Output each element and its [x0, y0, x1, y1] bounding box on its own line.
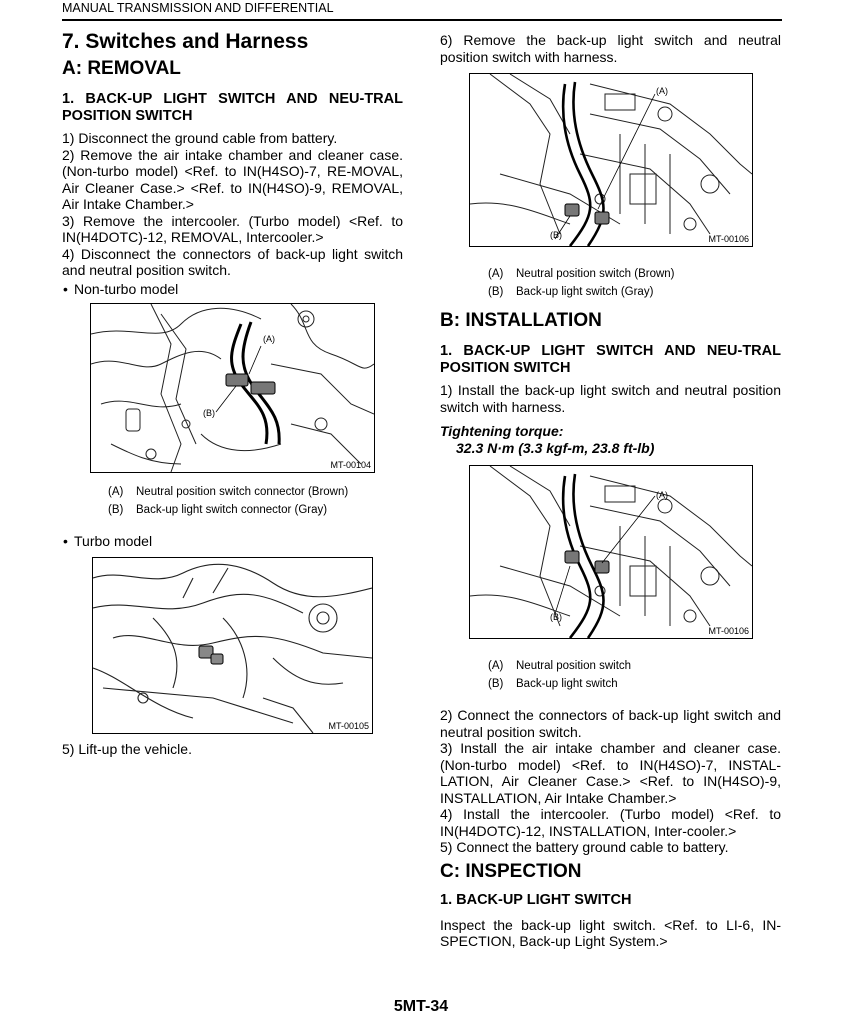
- installation-step-5: 5) Connect the battery ground cable to battery.: [440, 839, 729, 855]
- legend-row: [488, 265, 781, 283]
- figure-nonturbo: [90, 303, 375, 473]
- legend-key: (A): [488, 268, 504, 280]
- fig-nonturbo-label-b: (B): [203, 407, 215, 418]
- legend-text: Neutral position switch connector (Brown): [136, 485, 349, 498]
- removal-step-6: 6) Remove the back-up light switch and neutral position switch with harness.: [440, 32, 781, 65]
- fig-step6-label-b: (B): [550, 230, 562, 240]
- page-number: 5MT-34: [393, 998, 449, 1015]
- legend-key: (A): [108, 485, 124, 498]
- removal-subheading: 1. BACK-UP LIGHT SWITCH AND NEU-TRAL POSITION SWITCH: [62, 91, 403, 124]
- legend-row: [108, 483, 403, 501]
- removal-step-5: 5) Lift-up the vehicle.: [62, 740, 192, 757]
- header-title: MANUAL TRANSMISSION AND DIFFERENTIAL: [62, 1, 334, 15]
- installation-steps: [440, 707, 781, 856]
- legend-key: (B): [488, 286, 504, 298]
- transmission-illustration: [470, 466, 752, 638]
- turbo-engine-illustration: [93, 558, 372, 733]
- fig-step6-label-a: (A): [656, 86, 668, 96]
- installation-subheading: 1. BACK-UP LIGHT SWITCH AND NEU-TRAL POSITION SWITCH: [440, 343, 781, 376]
- installation-step-3: 3) Install the air intake chamber and cleaner case. (Non-turbo model) <Ref. to IN(H4SO)-7, INSTAL-LATION, Air Cleaner Case.> <Ref. to IN(H4SO)-9, INSTALLATION, Air Intake Chamber.>: [440, 740, 781, 806]
- section-title: 7. Switches and Harness: [62, 30, 309, 53]
- legend-text: Neutral position switch: [516, 660, 632, 672]
- inspection-heading: C: INSPECTION: [440, 860, 582, 882]
- fig-nonturbo-id: MT-00104: [330, 459, 371, 470]
- left-column: [62, 30, 403, 757]
- legend-text: Back-up light switch (Gray): [516, 286, 654, 298]
- bullet-turbo: • Turbo model: [62, 533, 403, 550]
- installation-step-4: 4) Install the intercooler. (Turbo model) <Ref. to IN(H4DOTC)-12, INSTALLATION, Inter-cooler.>: [440, 806, 781, 839]
- legend-row: [488, 657, 781, 675]
- legend-row: [108, 501, 403, 519]
- transmission-illustration: [470, 74, 752, 246]
- legend-step6: [488, 265, 781, 301]
- legend-key: (B): [488, 678, 504, 690]
- legend-installation: [488, 657, 781, 693]
- legend-text: Back-up light switch: [516, 678, 618, 690]
- engine-bay-illustration: [91, 304, 374, 472]
- figure-step6: [469, 73, 753, 247]
- removal-step-2: 2) Remove the air intake chamber and cleaner case. (Non-turbo model) <Ref. to IN(H4SO)-7, RE-MOVAL, Air Cleaner Case.> <Ref. to IN(H4SO)-9, REMOVAL, Air Intake Chamber.>: [62, 146, 403, 212]
- legend-row: [488, 283, 781, 301]
- legend-text: Neutral position switch (Brown): [516, 268, 675, 280]
- legend-row: [488, 675, 781, 693]
- removal-step-1: 1) Disconnect the ground cable from battery.: [62, 130, 338, 146]
- torque-label: Tightening torque:: [440, 423, 564, 439]
- inspection-subheading: 1. BACK-UP LIGHT SWITCH: [440, 891, 632, 908]
- fig-installation-label-b: (B): [550, 612, 562, 622]
- removal-heading: A: REMOVAL: [62, 58, 181, 79]
- figure-installation: [469, 465, 753, 639]
- fig-installation-label-a: (A): [656, 490, 668, 500]
- legend-key: (A): [488, 660, 504, 672]
- removal-step-3: 3) Remove the intercooler. (Turbo model) <Ref. to IN(H4DOTC)-12, REMOVAL, Intercooler.>: [62, 212, 403, 245]
- installation-step-1: 1) Install the back-up light switch and neutral position switch with harness.: [440, 382, 781, 415]
- fig-step6-id: MT-00106: [708, 234, 749, 244]
- bullet-nonturbo: • Non-turbo model: [62, 281, 403, 298]
- legend-key: (B): [108, 503, 124, 516]
- page-header: [62, 0, 782, 21]
- fig-nonturbo-label-a: (A): [263, 333, 275, 344]
- legend-text: Back-up light switch connector (Gray): [136, 503, 328, 516]
- torque-value: 32.3 N·m (3.3 kgf-m, 23.8 ft-lb): [456, 440, 655, 456]
- installation-heading: B: INSTALLATION: [440, 310, 602, 331]
- right-column: [440, 32, 781, 950]
- fig-installation-id: MT-00106: [708, 626, 749, 636]
- inspection-text: Inspect the back-up light switch. <Ref. to LI-6, IN-SPECTION, Back-up Light System.>: [440, 916, 781, 949]
- removal-step-4: 4) Disconnect the connectors of back-up light switch and neutral position switch.: [62, 245, 403, 278]
- figure-turbo: [92, 557, 373, 734]
- legend-nonturbo: [108, 483, 403, 519]
- installation-step-2: 2) Connect the connectors of back-up light switch and neutral position switch.: [440, 707, 781, 740]
- removal-steps: [62, 130, 403, 279]
- fig-turbo-id: MT-00105: [328, 720, 369, 731]
